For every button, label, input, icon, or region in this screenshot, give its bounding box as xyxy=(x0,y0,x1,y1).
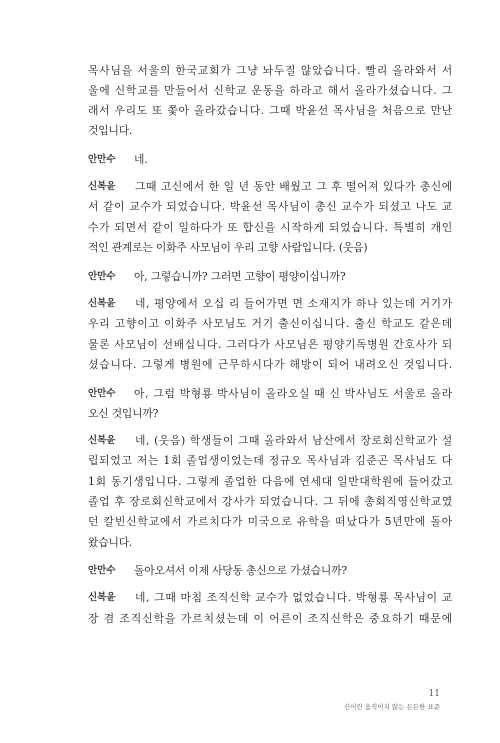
text-line: 립되었고 저는 1회 졸업생이었는데 정규오 목사님과 김준곤 목사님도 다 xyxy=(88,454,453,467)
text-line: 오신 것입니까? xyxy=(88,407,159,420)
speaker-label: 신복윤 xyxy=(88,435,116,446)
text-line: 왔습니다. xyxy=(88,536,133,549)
text-line: 1회 동기생입니다. 그렇게 졸업한 다음에 연세대 일반대학원에 들어갔고 xyxy=(88,475,453,488)
speaker-label: 안만수 xyxy=(88,271,116,282)
text-line: 물론 사모님이 선배십니다. 그러다가 사모님은 평양기독병원 간호사가 되 xyxy=(88,338,453,351)
text-line: 적인 관계로는 이화주 사모님이 우리 고향 사람입니다. (웃음) xyxy=(88,241,368,254)
page-number: 11 xyxy=(428,689,440,699)
text-line: 서 같이 교수가 되었습니다. 박윤선 목사님이 총신 교수가 되셨고 나도 교 xyxy=(88,200,453,213)
text-line: 아, 그럼 박형룡 박사님이 올라오실 때 신 박사님도 서울로 올라 xyxy=(134,387,453,400)
text-line: 던 칼빈신학교에서 가르치다가 미국으로 유학을 떠났다가 5년만에 돌아 xyxy=(88,515,454,528)
speaker-label: 신복윤 xyxy=(88,298,116,309)
speaker-label: 신복윤 xyxy=(88,181,116,192)
text-line: 졸업 후 장로회신학교에서 강사가 되었습니다. 그 뒤에 총회직영신학교였 xyxy=(88,495,453,508)
text-line: 울에 신학교를 만들어서 신학교 운동을 하라고 해서 올라가셨습니다. 그 xyxy=(88,84,454,97)
running-title: 신어린 움직이지 않는 든든한 표준 xyxy=(343,703,440,711)
speaker-label: 안만수 xyxy=(88,388,116,399)
text-line: 돌아오셔서 이제 사당동 총신으로 가셨습니까? xyxy=(134,564,347,577)
speaker-label: 안만수 xyxy=(88,565,116,576)
text-line: 네, 평양에서 오십 리 들어가면 면 소재지가 하나 있는데 거기가 xyxy=(135,297,453,310)
text-line: 우리 고향이고 이화주 사모님도 거기 출신이십니다. 출신 학교도 같은데 xyxy=(88,317,454,330)
text-line: 셨습니다. 그렇게 병원에 근무하시다가 해방이 되어 내려오신 것입니다. xyxy=(88,358,454,371)
text-line: 네, (웃음) 학생들이 그때 올라와서 남산에서 장로회신학교가 설 xyxy=(135,434,453,447)
text-line: 래서 우리도 또 쫓아 올라갔습니다. 그때 박윤선 목사님을 처음으로 만난 xyxy=(88,104,453,117)
text-line: 목사님을 서울의 한국교회가 그냥 놔두질 않았습니다. 빨리 올라와서 서 xyxy=(88,64,454,77)
text-line: 아, 그렇습니까? 그러면 고향이 평양이십니까? xyxy=(134,270,346,283)
text-line: 그때 고신에서 한 일 년 동안 배웠고 그 후 떨어져 있다가 총신에 xyxy=(135,180,453,193)
text-line: 것입니다. xyxy=(88,124,133,137)
text-line: 장 겸 조직신학을 가르치셨는데 이 어른이 조직신학은 중요하기 때문에 xyxy=(88,612,454,625)
speaker-label: 신복윤 xyxy=(88,592,116,603)
text-line: 네. xyxy=(134,153,148,166)
text-line: 수가 되면서 같이 일하다가 또 합신을 시작하게 되었습니다. 특별히 개인 xyxy=(88,221,453,234)
text-line: 네, 그때 마침 조직신학 교수가 없었습니다. 박형룡 목사님이 교 xyxy=(135,591,453,604)
speaker-label: 안만수 xyxy=(88,154,116,165)
